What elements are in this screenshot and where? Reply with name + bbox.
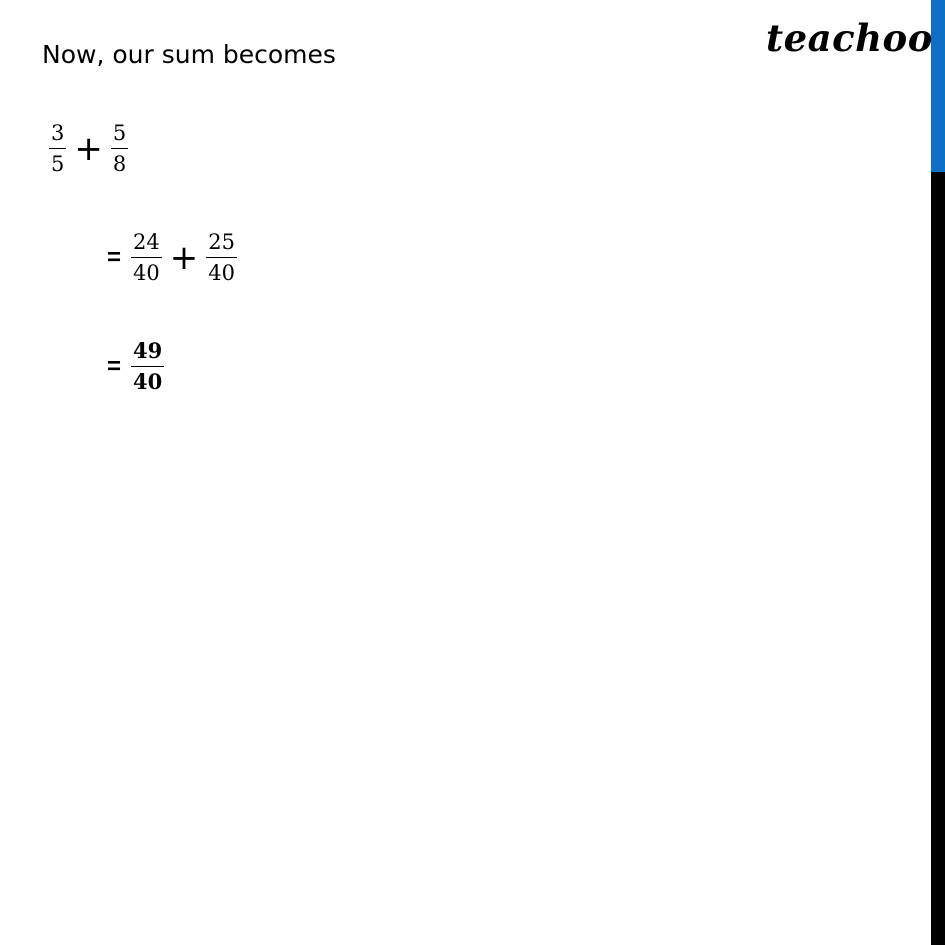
equals-sign: = [107,243,122,271]
numerator: 3 [49,120,66,149]
denominator: 40 [208,261,235,285]
side-accent-highlight [931,0,945,172]
denominator: 8 [112,152,127,176]
intro-text: Now, our sum becomes [42,40,336,69]
expression-line-1 [47,120,130,177]
side-accent-bar [931,0,945,945]
result-fraction-49-40 [131,338,164,395]
numerator: 25 [206,229,237,258]
fraction-5-8 [111,120,128,177]
expression-line-2 [107,229,239,286]
fraction-24-40 [131,229,162,286]
plus-sign: + [74,128,103,169]
denominator: 5 [51,152,65,176]
expression-line-3 [107,338,166,395]
fraction-3-5 [49,120,66,177]
numerator: 5 [111,120,128,149]
numerator: 49 [131,338,164,367]
fraction-25-40 [206,229,237,286]
teachoo-logo: teachoo [766,16,933,60]
plus-sign: + [169,237,199,278]
denominator: 40 [133,261,160,285]
denominator: 40 [133,369,163,394]
equals-sign: = [107,352,122,380]
numerator: 24 [131,229,162,258]
